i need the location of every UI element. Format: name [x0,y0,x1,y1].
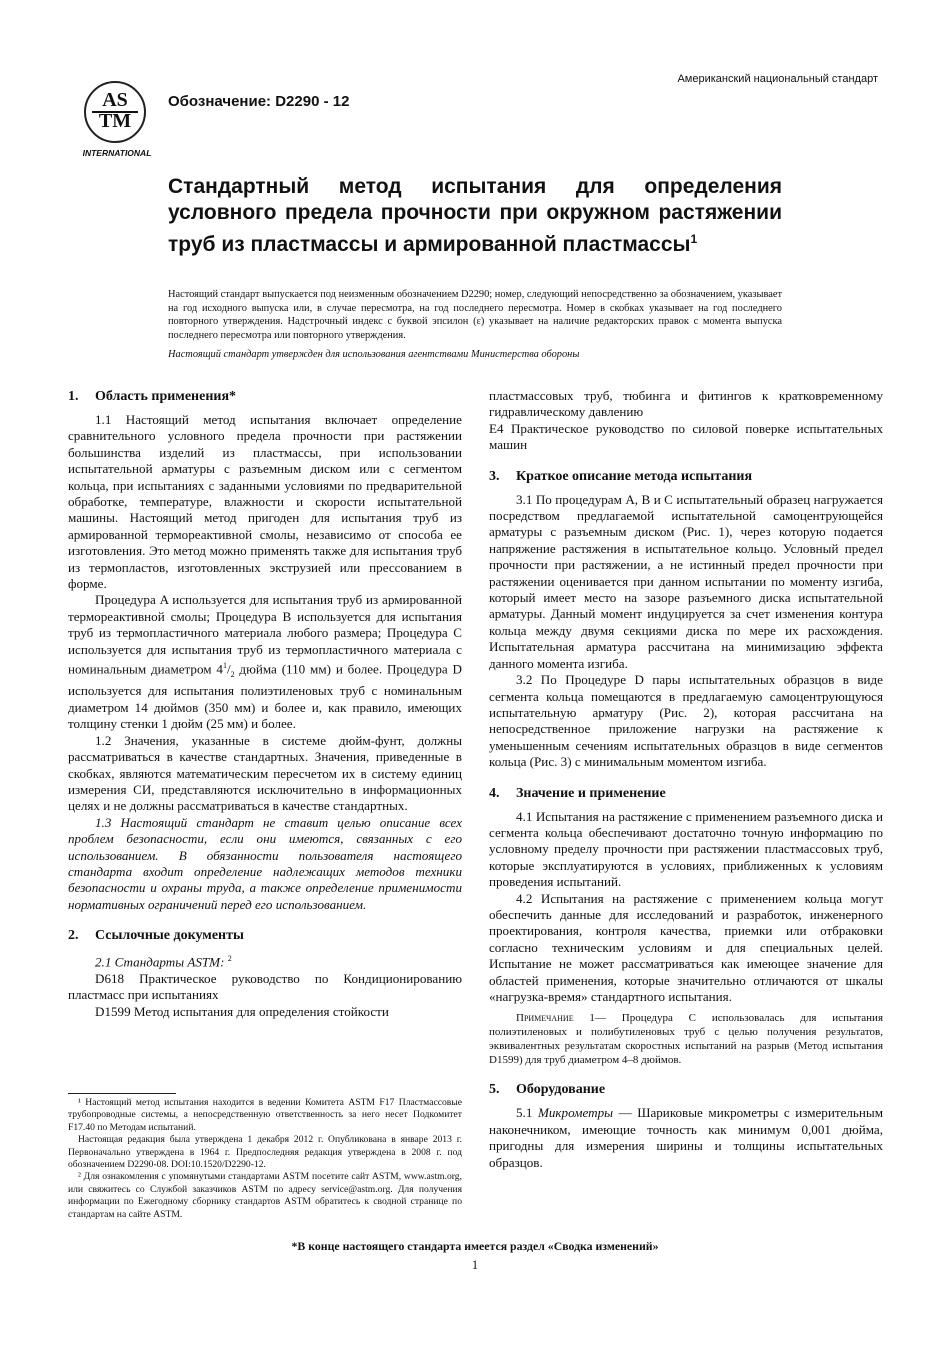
approval-note: Настоящий стандарт утвержден для использования агентствами Министерства обороны [168,349,580,360]
para-1-1b: Процедура A используется для испытания труб из армированной термореактивной смолы; Процедура B используется для испытания труб из термопластичного материала любого размера; Процедура C используется для испытания труб из термопластичного материала с номинальным диаметром $4^1/_2$ дюйма (110 мм) и более. Процедура D используется для испытания полиэтиленовых труб с номинальным диаметром 14 дюймов (350 мм) и более и, как правило, имеющих толщину стенки 1 дюйм (25 мм) и более. [68,592,463,732]
intro-paragraph: Настоящий стандарт выпускается под неизменным обозначением D2290; номер, следующий непосредственно за обозначением, указывает на год исходного выпуска или, в случае пересмотра, на год последнего пересмотра. Номер в скобках указывает на год последнего повторного утверждения. Надстрочный индекс с буквой эпсилон (ε) указывает на наличие редакторских правок с момента выпуска последнего пересмотра или повторного утверждения. [168,289,782,341]
para-4-2: 4.2 Испытания на растяжение с применением кольца могут обеспечить данные для исследований и разработок, инженерного проектирования, контроля качества, приемки или отбраковки согласно техническим условиям и для специальных целей. Испытание не может рассматриваться как имеющее значение для областей применения, которые значительно отличаются от шкалы «нагрузка-время» стандартного испытания. [489,890,883,1004]
ref-e4: E4 Практическое руководство по силовой поверке испытательных машин [489,420,883,453]
ref-d618: D618 Практическое руководство по Кондиционированию пластмасс при испытаниях [68,970,462,1003]
para-1-3: 1.3 Настоящий стандарт не ставит целью описание всех проблем безопасности, если они имеются, связанных с его использованием. В обязанности пользователя настоящего стандарта входит определение надлежащих методов техники безопасности и охраны труда, а также определение применимости нормативных ограничений перед его использованием. [68,814,462,912]
right-column [489,388,883,1171]
section-1-heading: 1. Область применения* [68,389,237,404]
section-3-heading: 3. Краткое описание метода испытания [489,468,753,484]
footnote-1: ¹ Настоящий метод испытания находится в ведении Комитета ASTM F17 Пластмассовые трубопроводные системы, а непосредственную ответственность за него несет Подкомитет F17.40 по Методам испытаний. [68,1097,462,1133]
section-4-heading: 4. Значение и применение [489,785,666,801]
left-column [68,388,462,1020]
para-3-1: 3.1 По процедурам A, B и C испытательный образец нагружается посредством предлагаемой испытательной самоцентрующейся арматуры с разъемным диском (Рис. 1), через которую подается напряжение растяжения в испытательное кольцо. Условный предел прочности при растяжении, а не истинный предел прочности при растяжении оценивается при данном испытании по моменту изгиба, который имеет место на зазоре разъемного диска испытательной арматуры. Данный момент индуцируется за счет изменения контура кольца между двумя секциями диска по мере их расхождения. Испытательная арматура рассчитана на минимизацию эффекта данного момента изгиба. [489,491,883,671]
astm-logo [74,80,160,160]
ref-d1599-cont: пластмассовых труб, тюбинга и фитингов к кратковременному гидравлическому давлению [489,388,883,420]
designation: Обозначение: D2290 - 12 [168,93,350,110]
svg-text:AS: AS [102,89,128,111]
para-3-2: 3.2 По Процедуре D пары испытательных образцов в виде сегмента кольца помещаются в предлагаемую самоцентрующуюся испытательную арматуру (Рис. 2), которая рассчитана на непосредственное приложение нагрузки на растяжение к уменьшенным сечениям испытательных образцов в виде сегментов кольца (Рис. 3) с минимальным моментом изгиба. [489,672,883,770]
para-1-2: 1.2 Значения, указанные в системе дюйм-фунт, должны рассматриваться в качестве стандартных. Значения, приведенные в скобках, являются математическим пересчетом их в систему единиц измерения СИ, представляются исключительно в информационных целях и не должны рассматриваться в качестве стандартных. [68,732,462,814]
para-1-1: 1.1 Настоящий метод испытания включает определение сравнительного условного предела прочности при растяжении большинства изделий из пластмассы, при использовании испытательной арматуры с разъемным диском или с сегментом кольца, при испытаниях с заданными условиями по предварительной обработке, температуре, влажности и скорости испытательной машины. Настоящий метод пригоден для испытания труб из армированной термореактивной смолы, независимо от способа ее изготовления. Это метод можно применять также для испытания труб из термопластов, изготовленных экструзией или прессованием в форме. [68,412,462,592]
document-title [168,174,782,258]
para-4-1: 4.1 Испытания на растяжение с применением разъемного диска и сегмента кольца обеспечивают достаточно точную информацию по условному пределу прочности при растяжении пластмассовых труб, которые эксплуатируются в условиях, приближенных к условиям проведения испытаний. [489,808,883,890]
page-number: 1 [471,1258,479,1272]
ref-d1599: D1599 Метод испытания для определения стойкости [95,1003,389,1019]
title-footnote-ref: 1 [690,232,698,246]
title-text: Стандартный метод испытания для определения условного предела прочности при окружном растяжении труб из пластмассы и армированной пластмассы [168,175,782,256]
footnote-1b: Настоящая редакция была утверждена 1 декабря 2012 г. Опубликована в январе 2013 г. Первоначально утверждена в 1964 г. Предпоследняя редакция утверждена в 2008 г. под обозначением D2290-08. DOI:10.1520/D2290-12. [68,1134,462,1171]
astm-logo-graphic [74,80,160,160]
footnote-divider [68,1093,176,1094]
footnotes [68,1097,462,1221]
standard-type-label: Американский национальный стандарт [677,73,878,85]
note-1: Примечание 1— Процедура С использовалась для испытания полиэтиленовых и полибутиленовых труб с целью получения результатов, эквивалентных результатам скоростных испытаний на разрыв (Метод испытания D1599) для труб диаметром 4–8 дюймов. [489,1012,883,1067]
para-5-1: 5.1 Микрометры — Шариковые микрометры с измерительным наконечником, имеющие точность как минимум 0,001 дюйма, пригодны для измерения ширины и толщины испытательных образцов. [489,1105,883,1170]
section-5-heading: 5. Оборудование [489,1082,606,1098]
summary-of-changes-note: *В конце настоящего стандарта имеется раздел «Сводка изменений» [291,1239,659,1253]
logo-text: INTERNATIONAL [82,148,152,158]
para-2-1: 2.1 Стандарты ASTM: $^2$ [95,954,232,970]
svg-text:TM: TM [98,110,132,132]
section-2-heading: 2. Ссылочные документы [68,928,244,944]
footnote-2: ² Для ознакомления с упомянутыми стандартами ASTM посетите сайт ASTM, www.astm.org, или свяжитесь со Службой заказчиков ASTM по адресу service@astm.org. Для получения информации по Ежегодному сборнику стандартов ASTM обратитесь к сводной странице по стандартам на сайте ASTM. [68,1171,462,1220]
